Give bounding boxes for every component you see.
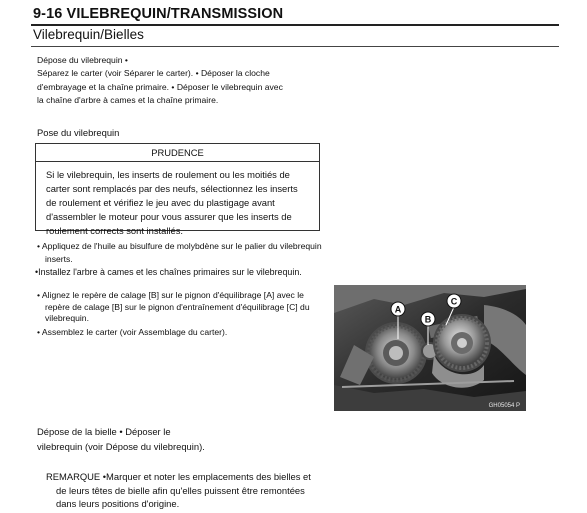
- engine-illustration: [334, 285, 526, 411]
- figure-label-a: A: [394, 304, 402, 315]
- caution-text: [46, 168, 298, 238]
- removal-line: la chaîne d'arbre à cames et la chaîne primaire.: [37, 95, 219, 106]
- install-step-1: [37, 240, 322, 266]
- figure-code: GH05054 P: [488, 403, 520, 409]
- section-title: 9-16 VILEBREQUIN/TRANSMISSION: [33, 6, 284, 22]
- note-line: de leurs têtes de bielle afin qu'elles puissent être remontées: [56, 484, 305, 496]
- section-subtitle: Vilebrequin/Bielles: [33, 27, 144, 42]
- rod-removal-line: Dépose de la bielle • Déposer le: [37, 426, 171, 437]
- rod-removal-line: vilebrequin (voir Dépose du vilebrequin).: [37, 441, 205, 452]
- removal-paragraph: [37, 54, 283, 108]
- removal-line: Séparez le carter (voir Séparer le carter). • Déposer la cloche: [37, 68, 270, 79]
- removal-line: d'embrayage et la chaîne primaire. • Déposer le vilebrequin avec: [37, 81, 283, 92]
- note-line: REMARQUE •Marquer et noter les emplacements des bielles et: [46, 471, 311, 482]
- install-heading: Pose du vilebrequin: [37, 127, 120, 138]
- removal-line: Dépose du vilebrequin •: [37, 55, 128, 65]
- install-step-3: [37, 290, 310, 325]
- step-line: inserts.: [45, 254, 73, 264]
- caution-box: [35, 143, 320, 236]
- step-line: • Alignez le repère de calage [B] sur le pignon d'équilibrage [A] avec le: [37, 290, 304, 300]
- caution-line: carter sont remplacés par des neufs, sélectionnez les inserts: [46, 183, 298, 194]
- caution-line: d'assembler le moteur pour vous assurer que les inserts de: [46, 211, 292, 222]
- title-rule: [31, 24, 559, 26]
- caution-title: PRUDENCE: [36, 144, 319, 162]
- step-line: • Appliquez de l'huile au bisulfure de molybdène sur le palier du vilebrequin: [37, 241, 322, 251]
- install-step-2: •Installez l'arbre à cames et les chaînes primaires sur le vilebrequin.: [35, 267, 302, 277]
- caution-line: de roulement et vérifiez le jeu avec du plastigage avant: [46, 197, 275, 208]
- note-paragraph: [46, 470, 311, 511]
- subtitle-rule: [31, 46, 559, 47]
- step-line: vilebrequin.: [45, 313, 89, 323]
- caution-line: roulement corrects sont installés.: [46, 225, 184, 236]
- step-line: repère de calage [B] sur le pignon d'entraînement d'équilibrage [C] du: [45, 301, 310, 312]
- figure-label-b: B: [424, 314, 432, 325]
- crankshaft-photo: [334, 285, 526, 411]
- install-step-4: • Assemblez le carter (voir Assemblage du carter).: [37, 327, 228, 337]
- caution-line: Si le vilebrequin, les inserts de roulement ou les moitiés de: [46, 169, 290, 180]
- rod-removal-paragraph: [37, 424, 205, 454]
- note-line: dans leurs positions d'origine.: [56, 498, 180, 509]
- figure-label-c: C: [450, 296, 458, 307]
